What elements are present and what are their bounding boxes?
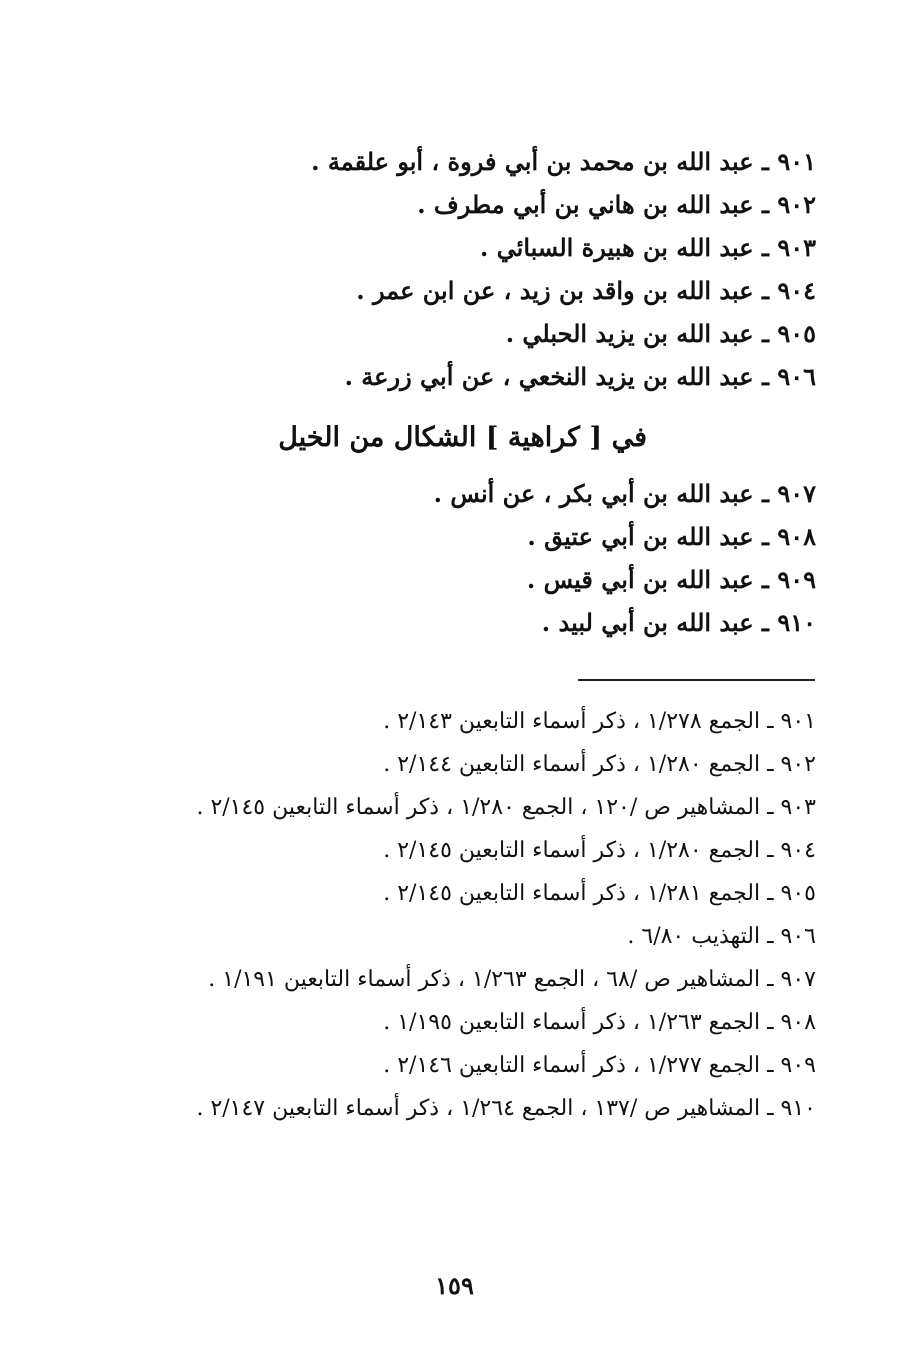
narrator-entry: ٩١٠ ـ عبد الله بن أبي لبيد .: [541, 608, 816, 637]
footnote: ٩٠٩ ـ الجمع ١/٢٧٧ ، ذكر أسماء التابعين ٢/١٤٦ .: [383, 1053, 816, 1078]
narrator-entry: ٩٠٦ ـ عبد الله بن يزيد النخعي ، عن أبي زرعة .: [344, 362, 816, 391]
narrator-list-1: [296, 140, 816, 398]
footnote: ٩٠٣ ـ المشاهير ص /١٢٠ ، الجمع ١/٢٨٠ ، ذكر أسماء التابعين ٢/١٤٥ .: [196, 795, 816, 820]
narrator-entry: ٩٠٥ ـ عبد الله بن يزيد الحبلي .: [505, 319, 816, 348]
section-heading: في [ كراهية ] الشكال من الخيل: [278, 422, 647, 453]
footnote: ٩٠١ ـ الجمع ١/٢٧٨ ، ذكر أسماء التابعين ٢/١٤٣ .: [383, 709, 816, 734]
footnote-divider: [578, 679, 815, 681]
footnote: ٩٠٢ ـ الجمع ١/٢٨٠ ، ذكر أسماء التابعين ٢/١٤٤ .: [383, 752, 816, 777]
page-number: ١٥٩: [435, 1271, 474, 1300]
footnote: ٩٠٨ ـ الجمع ١/٢٦٣ ، ذكر أسماء التابعين ١/١٩٥ .: [383, 1010, 816, 1035]
narrator-list-2: [296, 472, 816, 644]
narrator-entry: ٩٠٨ ـ عبد الله بن أبي عتيق .: [527, 522, 816, 551]
footnote: ٩٠٦ ـ التهذيب ٦/٨٠ .: [627, 924, 816, 949]
footnote: ٩١٠ ـ المشاهير ص /١٣٧ ، الجمع ١/٢٦٤ ، ذكر أسماء التابعين ٢/١٤٧ .: [196, 1096, 816, 1121]
footnote: ٩٠٥ ـ الجمع ١/٢٨١ ، ذكر أسماء التابعين ٢/١٤٥ .: [383, 881, 816, 906]
footnotes: [126, 700, 816, 1130]
narrator-entry: ٩٠٤ ـ عبد الله بن واقد بن زيد ، عن ابن عمر .: [356, 276, 816, 305]
footnote: ٩٠٧ ـ المشاهير ص /٦٨ ، الجمع ١/٢٦٣ ، ذكر أسماء التابعين ١/١٩١ .: [208, 967, 816, 992]
narrator-entry: ٩٠٣ ـ عبد الله بن هبيرة السبائي .: [479, 233, 816, 262]
narrator-entry: ٩٠٧ ـ عبد الله بن أبي بكر ، عن أنس .: [433, 479, 816, 508]
footnote: ٩٠٤ ـ الجمع ١/٢٨٠ ، ذكر أسماء التابعين ٢/١٤٥ .: [383, 838, 816, 863]
narrator-entry: ٩٠١ ـ عبد الله بن محمد بن أبي فروة ، أبو علقمة .: [311, 147, 816, 176]
narrator-entry: ٩٠٩ ـ عبد الله بن أبي قيس .: [526, 565, 816, 594]
narrator-entry: ٩٠٢ ـ عبد الله بن هاني بن أبي مطرف .: [417, 190, 816, 219]
